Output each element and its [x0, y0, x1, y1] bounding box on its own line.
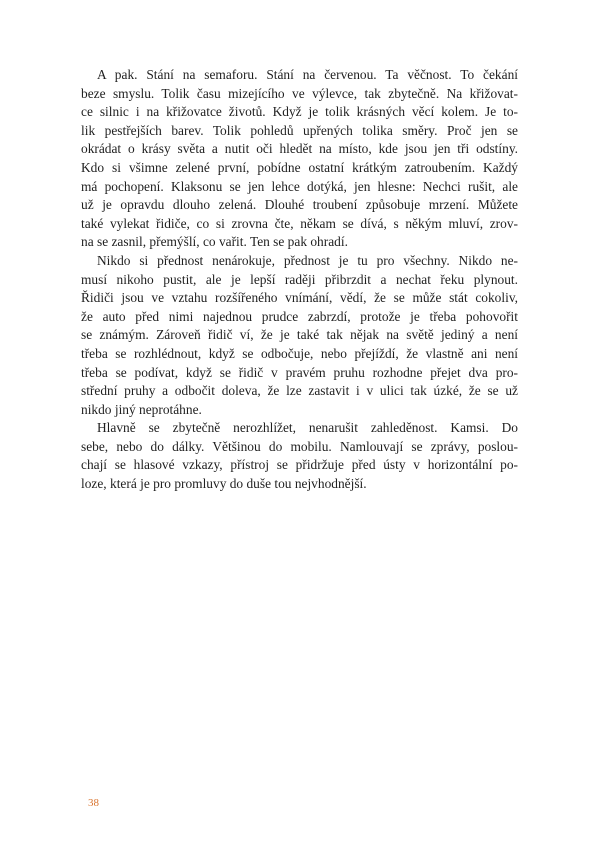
paragraph — [81, 419, 518, 493]
text-line: Nikdo si přednost nenárokuje, přednost je tu pro všechny. Nikdo ne- — [97, 252, 518, 268]
paragraph — [81, 66, 518, 252]
text-line: třeba se rozhlédnout, když se odbočuje, nebo přejíždí, že vlastně ani není — [81, 345, 518, 361]
text-line: A pak. Stání na semaforu. Stání na červenou. Ta věčnost. To čekání — [97, 67, 518, 82]
text-line: musí nikoho pustit, ale je lepší raději přibrzdit a nechat řeku plynout. — [81, 271, 518, 287]
page-number: 38 — [88, 797, 99, 809]
text-line: se známým. Zároveň řidič ví, že je také tak nějak na světě jediný a není — [81, 327, 518, 343]
text-line: chají se hlasové vzkazy, přístroj se přidržuje před ústy v horizontální po- — [81, 457, 518, 473]
text-line: ce silnic i na křižovatce životů. Když je tolik krásných věcí kolem. Je to- — [81, 104, 518, 120]
text-line: má pochopení. Klaksonu se jen lehce dotýká, jen hlesne: Nechci rušit, ale — [81, 178, 518, 194]
text-line: třeba se podívat, když se řidič v pravém pruhu rozhodne přejet dva pro- — [81, 364, 518, 380]
text-line: že auto před nimi najednou prudce zabrzdí, protože je třeba pohovořit — [81, 308, 518, 324]
text-line: sebe, nebo do dálky. Většinou do mobilu. Namlouvají se zprávy, poslou- — [81, 438, 518, 454]
text-line: také vylekat řidiče, co si zrovna čte, někam se dívá, s někým mluví, zrov- — [81, 215, 518, 231]
text-line: lik pestřejších barev. Tolik pohledů upřených tolika směry. Proč jen se — [81, 122, 518, 138]
text-line: střední pruhy a odbočit doleva, že lze zastavit i v ulici tak úzké, že se už — [81, 383, 518, 399]
text-line: nikdo jiný neprotáhne. — [81, 401, 202, 417]
text-line: loze, která je pro promluvy do duše tou nejvhodnější. — [81, 476, 367, 492]
body-text — [81, 66, 518, 494]
text-line: okrádat o krásy světa a nutit oči hledět na místo, kde jsou jen tři odstíny. — [81, 141, 518, 157]
text-line: Řidiči jsou ve vztahu rozšířeného vnímání, vědí, že se může stát cokoliv, — [81, 290, 518, 306]
text-line: beze smyslu. Tolik času mizejícího ve výlevce, tak zbytečně. Na křižovat- — [81, 85, 518, 101]
paragraph — [81, 252, 518, 419]
text-line: už je opravdu dlouho zelená. Dlouhé troubení způsobuje mrzení. Můžete — [81, 197, 518, 213]
text-line: Kdo si všimne zelené první, pobídne ostatní krátkým zatroubením. Každý — [81, 159, 518, 175]
text-line: Hlavně se zbytečně nerozhlížet, nenarušit zahleděnost. Kamsi. Do — [97, 420, 518, 436]
text-line: na se zasnil, přemýšlí, co vařit. Ten se pak ohradí. — [81, 234, 348, 250]
